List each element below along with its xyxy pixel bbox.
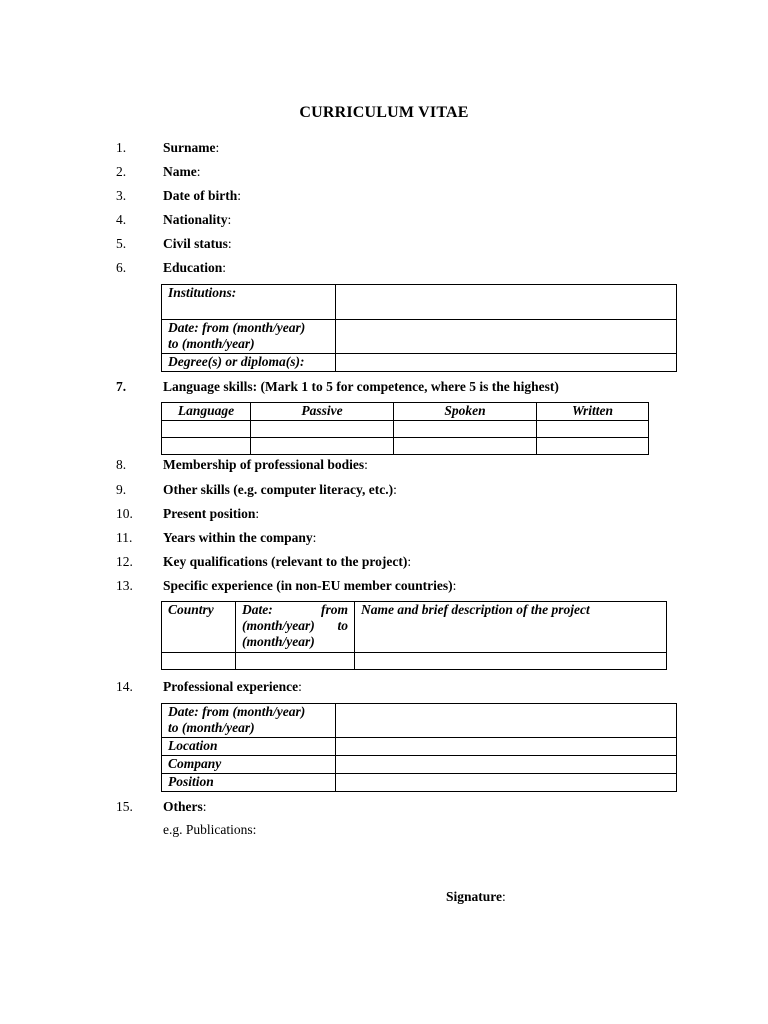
item-present-position <box>0 505 768 525</box>
item-number: 1. <box>116 140 127 155</box>
date-line-1: Date: from (month/year) <box>168 320 306 335</box>
item-label: Other skills (e.g. computer literacy, etc.) <box>163 482 394 497</box>
item-suffix: : <box>312 530 317 545</box>
table-cell[interactable] <box>537 421 649 438</box>
item-label: Date of birth <box>163 188 238 203</box>
item-date-of-birth <box>0 187 768 207</box>
item-years-within-company <box>0 529 768 549</box>
company-value[interactable] <box>336 756 677 774</box>
item-number: 8. <box>116 457 127 472</box>
location-value[interactable] <box>336 738 677 756</box>
item-suffix: : <box>227 212 232 227</box>
education-table <box>161 284 677 372</box>
item-key-qualifications <box>0 553 768 573</box>
item-number: 5. <box>116 236 127 251</box>
item-language-skills <box>0 378 768 398</box>
item-label: Name <box>163 164 197 179</box>
page-title: CURRICULUM VITAE <box>299 104 469 121</box>
table-cell[interactable] <box>162 653 236 670</box>
language-table <box>161 402 649 455</box>
item-suffix: : <box>196 164 201 179</box>
item-other-skills <box>0 481 768 501</box>
table-cell[interactable] <box>394 421 537 438</box>
date-word: Date: <box>242 602 273 617</box>
item-label: Specific experience (in non-EU member countries) <box>163 578 453 593</box>
item-number: 13. <box>116 578 133 593</box>
item-number: 10. <box>116 506 133 521</box>
education-date-value[interactable] <box>336 320 677 354</box>
table-cell[interactable] <box>251 438 394 455</box>
date-word: from <box>321 602 348 617</box>
item-number: 2. <box>116 164 127 179</box>
table-cell[interactable] <box>236 653 355 670</box>
item-suffix: : <box>255 506 260 521</box>
item-suffix: : <box>393 482 397 497</box>
item-suffix: : <box>215 140 220 155</box>
item-others <box>0 798 768 818</box>
header-written: Written <box>537 403 649 421</box>
item-label: Education <box>163 260 223 275</box>
item-number: 4. <box>116 212 127 227</box>
item-suffix: : <box>452 578 457 593</box>
degree-value[interactable] <box>336 354 677 372</box>
signature-label: Signature <box>446 889 503 904</box>
date-word: (month/year) <box>242 634 315 649</box>
item-label: Nationality <box>163 212 228 227</box>
item-name <box>0 163 768 183</box>
publications-note: e.g. Publications: <box>163 822 257 837</box>
education-date-label <box>162 320 336 354</box>
item-suffix: : <box>202 799 207 814</box>
table-cell[interactable] <box>162 438 251 455</box>
professional-date-value[interactable] <box>336 704 677 738</box>
item-suffix: : <box>227 236 232 251</box>
position-value[interactable] <box>336 774 677 792</box>
signature-suffix: : <box>502 889 506 904</box>
item-specific-experience <box>0 577 768 597</box>
item-label: Surname <box>163 140 216 155</box>
table-cell[interactable] <box>251 421 394 438</box>
item-suffix: : <box>298 679 302 694</box>
table-cell[interactable] <box>537 438 649 455</box>
item-education <box>0 259 768 279</box>
header-language: Language <box>162 403 251 421</box>
item-membership <box>0 456 768 476</box>
degree-label: Degree(s) or diploma(s): <box>162 354 336 372</box>
item-number: 12. <box>116 554 133 569</box>
item-nationality <box>0 211 768 231</box>
date-line-2: to (month/year) <box>168 336 255 351</box>
location-label: Location <box>162 738 336 756</box>
professional-experience-table <box>161 703 677 792</box>
item-label: Membership of professional bodies <box>163 457 365 472</box>
item-surname <box>0 139 768 159</box>
professional-date-label <box>162 704 336 738</box>
institutions-label: Institutions: <box>162 285 336 320</box>
position-label: Position <box>162 774 336 792</box>
header-spoken: Spoken <box>394 403 537 421</box>
item-professional-experience <box>0 678 768 698</box>
item-number: 9. <box>116 482 127 497</box>
date-word: (month/year) <box>242 618 315 633</box>
specific-experience-table <box>161 601 667 670</box>
table-cell[interactable] <box>394 438 537 455</box>
header-passive: Passive <box>251 403 394 421</box>
country-header: Country <box>162 602 236 653</box>
item-label: Professional experience <box>163 679 299 694</box>
item-number: 15. <box>116 799 133 814</box>
table-cell[interactable] <box>162 421 251 438</box>
description-header: Name and brief description of the project <box>355 602 667 653</box>
item-number: 6. <box>116 260 127 275</box>
item-label: Others <box>163 799 203 814</box>
item-suffix: : <box>407 554 412 569</box>
item-label: Key qualifications (relevant to the project) <box>163 554 408 569</box>
item-suffix: : <box>237 188 242 203</box>
item-number: 14. <box>116 679 133 694</box>
item-label: Years within the company <box>163 530 313 545</box>
item-label: Civil status <box>163 236 228 251</box>
item-number: 3. <box>116 188 127 203</box>
table-cell[interactable] <box>355 653 667 670</box>
date-word: to <box>337 618 348 633</box>
item-suffix: : <box>222 260 227 275</box>
item-civil-status <box>0 235 768 255</box>
date-line-2: to (month/year) <box>168 720 255 735</box>
signature-line <box>446 889 506 905</box>
date-header <box>236 602 355 653</box>
item-label: Language skills: (Mark 1 to 5 for competence, where 5 is the highest) <box>163 379 559 394</box>
item-number: 11. <box>116 530 133 545</box>
item-suffix: : <box>364 457 368 472</box>
item-label: Present position <box>163 506 256 521</box>
item-number: 7. <box>116 379 127 394</box>
date-line-1: Date: from (month/year) <box>168 704 306 719</box>
company-label: Company <box>162 756 336 774</box>
institutions-value[interactable] <box>336 285 677 320</box>
